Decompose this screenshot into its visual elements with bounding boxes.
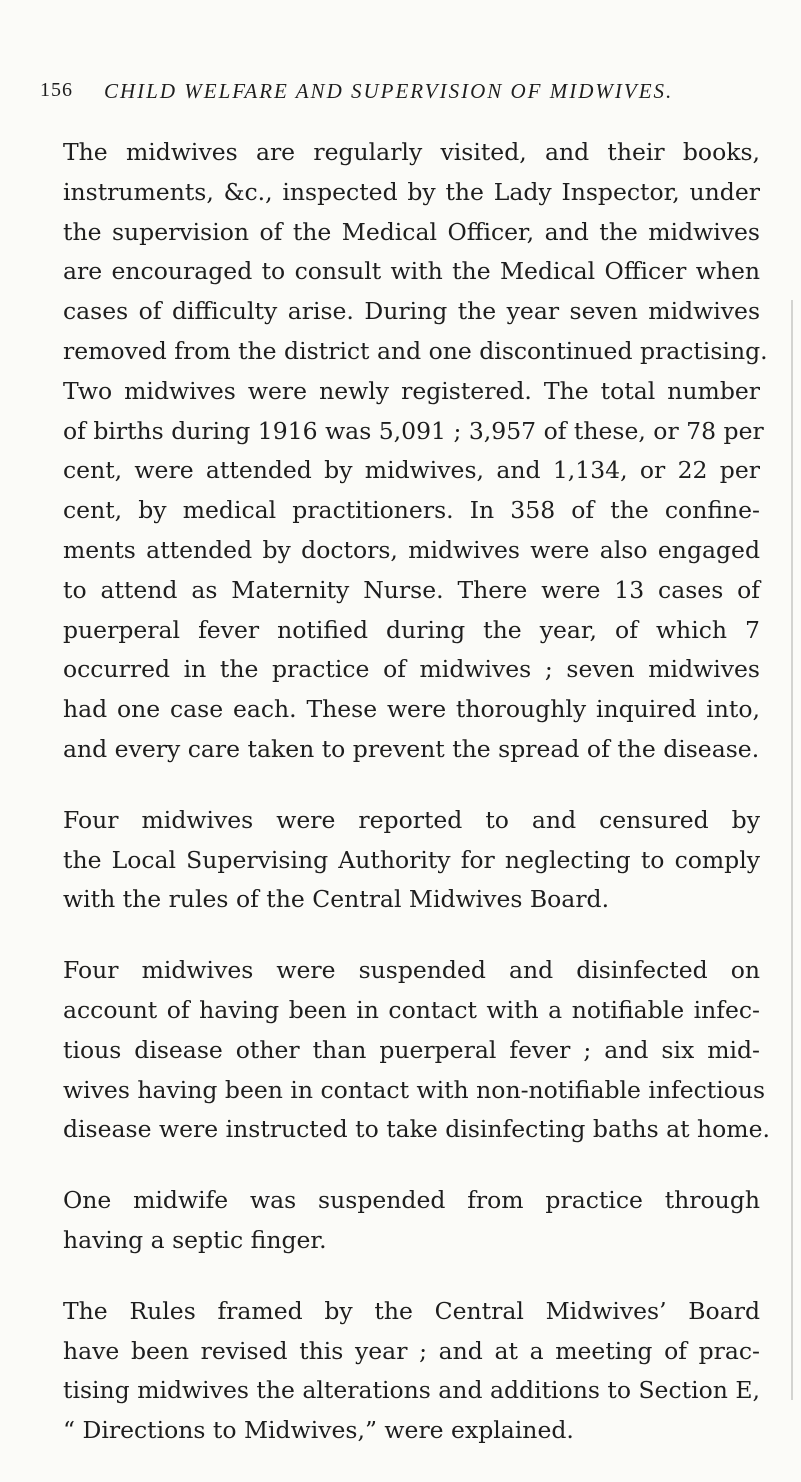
text-line: “ Directions to Midwives,” were explained. [63,1416,574,1445]
text-line: cent, were attended by midwives, and 1,134, or 22 per [63,456,760,485]
body-text [63,133,770,1482]
text-line: account of having been in contact with a notifiable infec- [63,995,760,1024]
text-line: Two midwives were newly registered. The total number [63,376,760,405]
text-line: the supervision of the Medical Officer, and the midwives [63,217,760,246]
text-line: wives having been in contact with non-notifiable infectious [63,1075,766,1104]
text-line: One midwife was suspended from practice through [63,1186,760,1215]
text-line: The midwives are regularly visited, and their books, [63,138,760,166]
paragraph [63,1292,760,1451]
text-line: disease were instructed to take disinfecting baths at home. [63,1115,770,1144]
text-line: have been revised this year ; and at a meeting of prac- [63,1336,760,1365]
running-title: CHILD WELFARE AND SUPERVISION OF MIDWIVES. [104,79,674,103]
text-line: had one case each. These were thoroughly inquired into, [63,695,760,724]
page-header [40,79,760,109]
text-line: having a septic finger. [63,1225,327,1254]
page-number: 156 [40,79,73,101]
text-line: puerperal fever notified during the year, of which 7 [63,615,760,644]
text-line: and every care taken to prevent the spread of the disease. [63,734,760,763]
paragraph [63,801,760,920]
text-line: The Rules framed by the Central Midwives’ Board [63,1296,760,1325]
page-edge-shadow [791,300,793,1400]
text-line: Four midwives were reported to and censured by [63,805,760,834]
paragraph [63,1181,760,1261]
text-line: to attend as Maternity Nurse. There were 13 cases of [63,575,760,604]
text-line: tising midwives the alterations and additions to Section E, [63,1376,760,1405]
text-line: cases of difficulty arise. During the year seven midwives [63,297,760,326]
text-line: the Local Supervising Authority for neglecting to comply [63,845,760,874]
text-line: with the rules of the Central Midwives Board. [63,885,610,914]
text-line: instruments, &c., inspected by the Lady Inspector, under [63,177,760,206]
text-line: ments attended by doctors, midwives were also engaged [63,535,760,564]
text-line: removed from the district and one discontinued practising. [63,336,768,365]
paragraph [63,133,768,770]
text-line: Four midwives were suspended and disinfected on [63,956,760,985]
text-line: of births during 1916 was 5,091 ; 3,957 of these, or 78 per [63,416,764,445]
text-line: occurred in the practice of midwives ; seven midwives [63,655,760,684]
text-line: are encouraged to consult with the Medical Officer when [63,257,760,286]
paragraph [63,951,770,1150]
text-line: cent, by medical practitioners. In 358 of the confine- [63,496,760,525]
text-line: tious disease other than puerperal fever ; and six mid- [63,1035,760,1064]
